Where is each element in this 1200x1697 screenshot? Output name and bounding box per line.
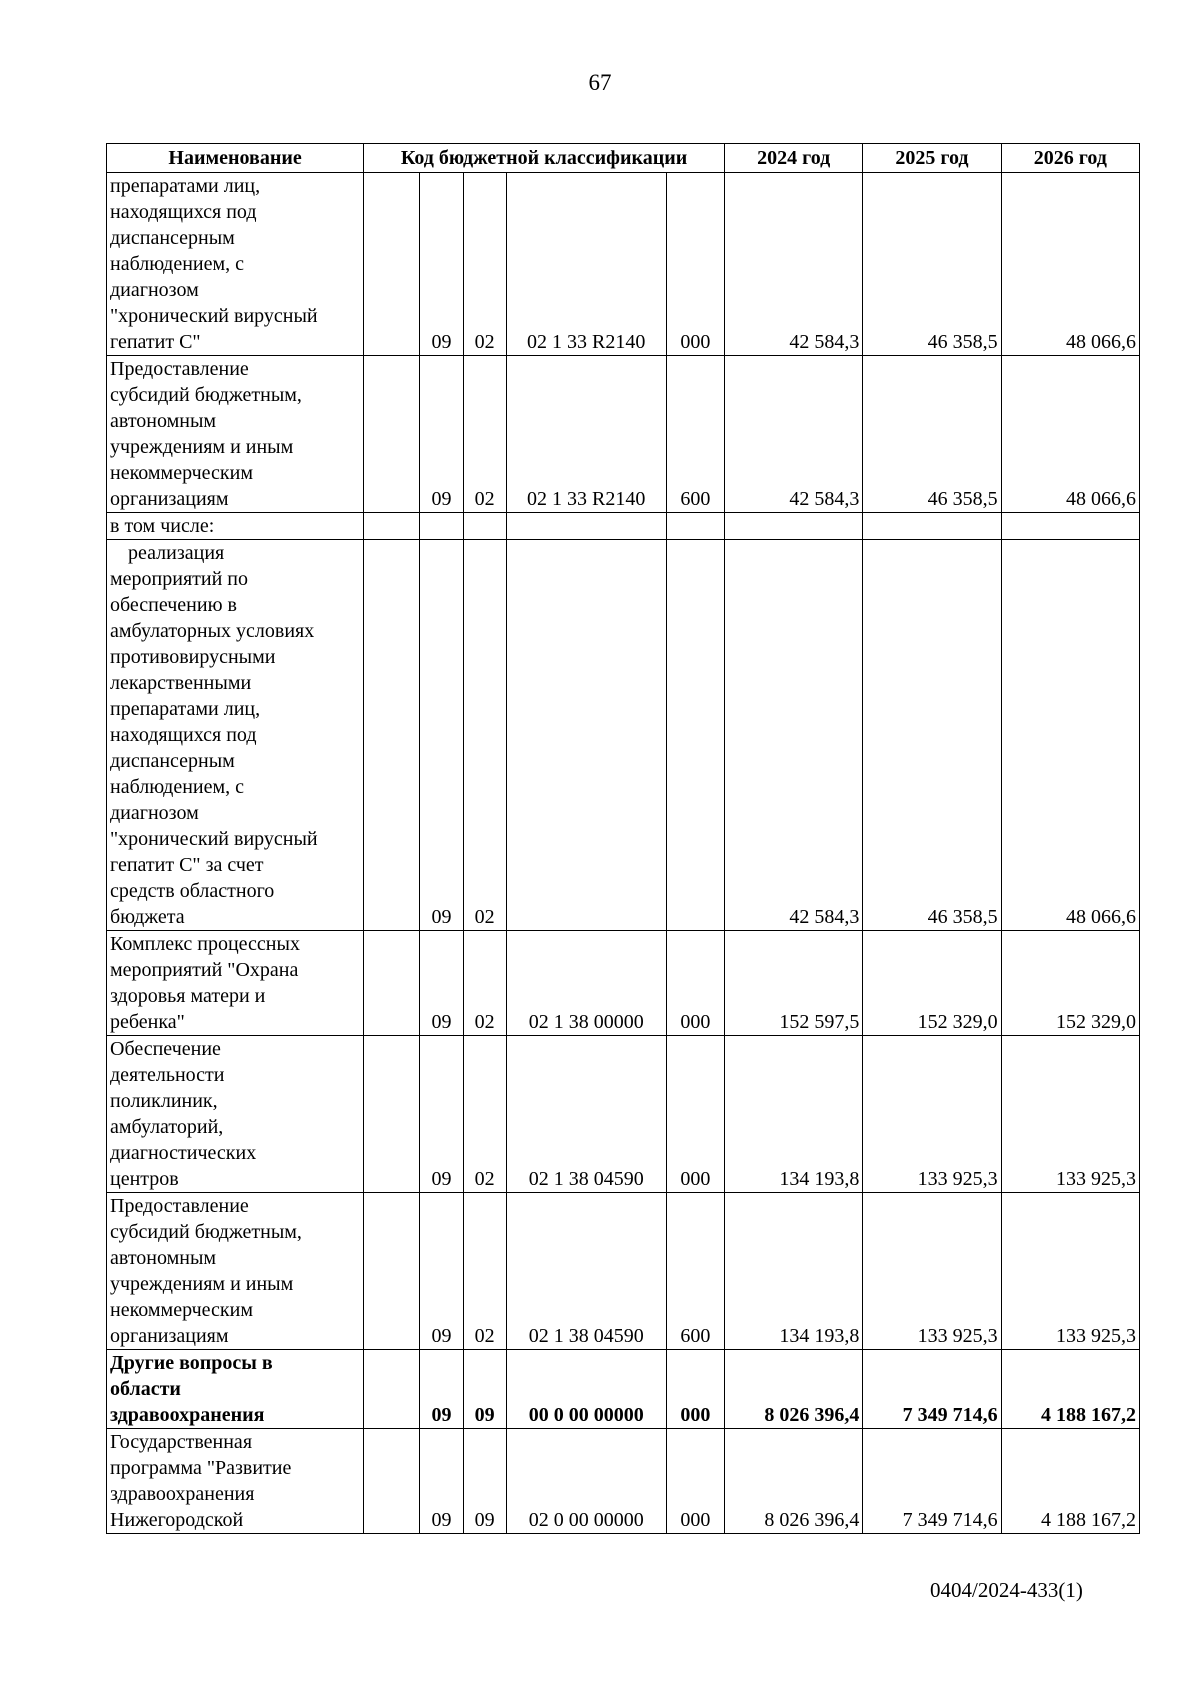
row-name-line: автономным [110,1247,217,1269]
row-name-line: обеспечению в [110,594,237,616]
row-name-line: лекарственными [110,672,252,694]
code-subsection: 02 [463,931,506,1036]
row-name-line: диспансерным [110,227,235,249]
code-expense-type: 000 [666,1036,724,1193]
value-2024: 42 584,3 [725,356,863,513]
value-2026 [1001,513,1139,540]
row-name-line: субсидий бюджетным, [110,384,302,406]
row-name-line: "хронический вирусный [110,305,318,327]
header-2025: 2025 год [863,144,1001,173]
row-name [107,1193,364,1350]
code-target-article [506,513,666,540]
code-expense-type: 600 [666,1193,724,1350]
value-2025: 133 925,3 [863,1036,1001,1193]
value-2026: 48 066,6 [1001,356,1139,513]
row-name-line: некоммерческим [110,1299,253,1321]
row-name-line: автономным [110,410,217,432]
code-target-article: 02 1 38 04590 [506,1036,666,1193]
value-2026: 48 066,6 [1001,173,1139,356]
row-name-line: гепатит С" [110,331,201,353]
value-2025: 7 349 714,6 [863,1429,1001,1534]
row-name-line: в том числе: [110,515,215,537]
row-name-line: диспансерным [110,750,235,772]
row-name-line: некоммерческим [110,462,253,484]
row-name-line: амбулаторных условиях [110,620,315,642]
row-name-line: находящихся под [110,201,257,223]
code-subsection: 02 [463,1036,506,1193]
code-section: 09 [420,1429,463,1534]
row-name-line: учреждениям и иным [110,1273,294,1295]
value-2024: 42 584,3 [725,540,863,931]
row-name-line: организациям [110,1325,229,1347]
row-name-line: противовирусными [110,646,276,668]
row-name-line: субсидий бюджетным, [110,1221,302,1243]
row-name-line: реализация [128,542,225,564]
row-name-line: бюджета [110,906,185,928]
value-2025: 46 358,5 [863,540,1001,931]
code-part-1 [364,1193,420,1350]
code-subsection: 02 [463,356,506,513]
code-section: 09 [420,173,463,356]
row-name-line: учреждениям и иным [110,436,294,458]
value-2025 [863,513,1001,540]
row-name-line: препаратами лиц, [110,698,261,720]
value-2024: 42 584,3 [725,173,863,356]
row-name-line: здравоохранения [110,1483,255,1505]
code-target-article: 02 1 38 00000 [506,931,666,1036]
row-name-line: Предоставление [110,1195,249,1217]
code-section: 09 [420,1193,463,1350]
code-expense-type: 000 [666,1429,724,1534]
header-2024: 2024 год [725,144,863,173]
value-2024 [725,513,863,540]
row-name-line: центров [110,1168,179,1190]
row-name-line: деятельности [110,1064,225,1086]
code-expense-type: 000 [666,931,724,1036]
row-name-line: препаратами лиц, [110,175,261,197]
row-name [107,931,364,1036]
code-part-1 [364,1429,420,1534]
code-part-1 [364,540,420,931]
code-subsection: 02 [463,540,506,931]
row-name-line: Обеспечение [110,1038,221,1060]
table-row [107,1193,1140,1350]
value-2025: 46 358,5 [863,173,1001,356]
code-section: 09 [420,540,463,931]
code-expense-type [666,540,724,931]
header-code: Код бюджетной классификации [364,144,725,173]
row-name-line: Нижегородской [110,1509,244,1531]
value-2025: 133 925,3 [863,1193,1001,1350]
value-2024: 134 193,8 [725,1193,863,1350]
row-name [107,1036,364,1193]
row-name-line: программа "Развитие [110,1457,292,1479]
code-subsection: 09 [463,1429,506,1534]
code-part-1 [364,1350,420,1429]
row-name-line: средств областного [110,880,275,902]
row-name [107,513,364,540]
row-name-line: Предоставление [110,358,249,380]
row-name-line: Государственная [110,1431,253,1453]
code-subsection: 02 [463,1193,506,1350]
code-expense-type: 000 [666,173,724,356]
value-2025: 7 349 714,6 [863,1350,1001,1429]
row-name-line: наблюдением, с [110,776,245,798]
row-name-line: находящихся под [110,724,257,746]
row-name [107,173,364,356]
header-name: Наименование [107,144,364,173]
code-expense-type [666,513,724,540]
value-2025: 46 358,5 [863,356,1001,513]
value-2026: 152 329,0 [1001,931,1139,1036]
row-name-line: мероприятий "Охрана [110,959,299,981]
code-expense-type: 000 [666,1350,724,1429]
code-target-article: 02 1 33 R2140 [506,356,666,513]
row-name-line: наблюдением, с [110,253,245,275]
code-part-1 [364,931,420,1036]
row-name-line: диагностических [110,1142,257,1164]
code-subsection: 02 [463,173,506,356]
row-name [107,1429,364,1534]
code-subsection [463,513,506,540]
row-name-line: мероприятий по [110,568,248,590]
code-section: 09 [420,356,463,513]
value-2024: 134 193,8 [725,1036,863,1193]
row-name-line: гепатит С" за счет [110,854,264,876]
code-target-article: 02 1 33 R2140 [506,173,666,356]
row-name-line: амбулаторий, [110,1116,224,1138]
table-row [107,1036,1140,1193]
table-row [107,356,1140,513]
row-name-line: организациям [110,488,229,510]
row-name [107,1350,364,1429]
code-target-article [506,540,666,931]
row-name-line: диагнозом [110,802,199,824]
header-2026: 2026 год [1001,144,1139,173]
code-section: 09 [420,1036,463,1193]
row-name-line: области [110,1378,181,1400]
code-subsection: 09 [463,1350,506,1429]
code-part-1 [364,173,420,356]
code-section: 09 [420,1350,463,1429]
code-part-1 [364,1036,420,1193]
value-2026: 133 925,3 [1001,1036,1139,1193]
value-2025: 152 329,0 [863,931,1001,1036]
code-target-article: 00 0 00 00000 [506,1350,666,1429]
code-target-article: 02 0 00 00000 [506,1429,666,1534]
code-part-1 [364,356,420,513]
row-name-line: поликлиник, [110,1090,218,1112]
row-name-line: Комплекс процессных [110,933,300,955]
table-row [107,513,1140,540]
value-2026: 4 188 167,2 [1001,1429,1139,1534]
code-section [420,513,463,540]
table-row [107,173,1140,356]
row-name [107,540,364,931]
value-2026: 133 925,3 [1001,1193,1139,1350]
value-2026: 48 066,6 [1001,540,1139,931]
row-name-line: здоровья матери и [110,985,266,1007]
row-name-line: ребенка" [110,1011,185,1033]
table-header-row [107,144,1140,173]
value-2024: 8 026 396,4 [725,1350,863,1429]
row-name-line: здравоохранения [110,1404,265,1426]
table-row [107,1350,1140,1429]
document-code: 0404/2024-433(1) [930,1578,1083,1602]
value-2026: 4 188 167,2 [1001,1350,1139,1429]
table-row [107,931,1140,1036]
row-name [107,356,364,513]
code-section: 09 [420,931,463,1036]
row-name-line: Другие вопросы в [110,1352,273,1374]
value-2024: 8 026 396,4 [725,1429,863,1534]
table-row [107,540,1140,931]
page-number: 67 [588,70,612,95]
code-expense-type: 600 [666,356,724,513]
code-target-article: 02 1 38 04590 [506,1193,666,1350]
row-name-line: диагнозом [110,279,199,301]
row-name-line: "хронический вирусный [110,828,318,850]
value-2024: 152 597,5 [725,931,863,1036]
code-part-1 [364,513,420,540]
budget-table [106,143,1140,1534]
table-row [107,1429,1140,1534]
